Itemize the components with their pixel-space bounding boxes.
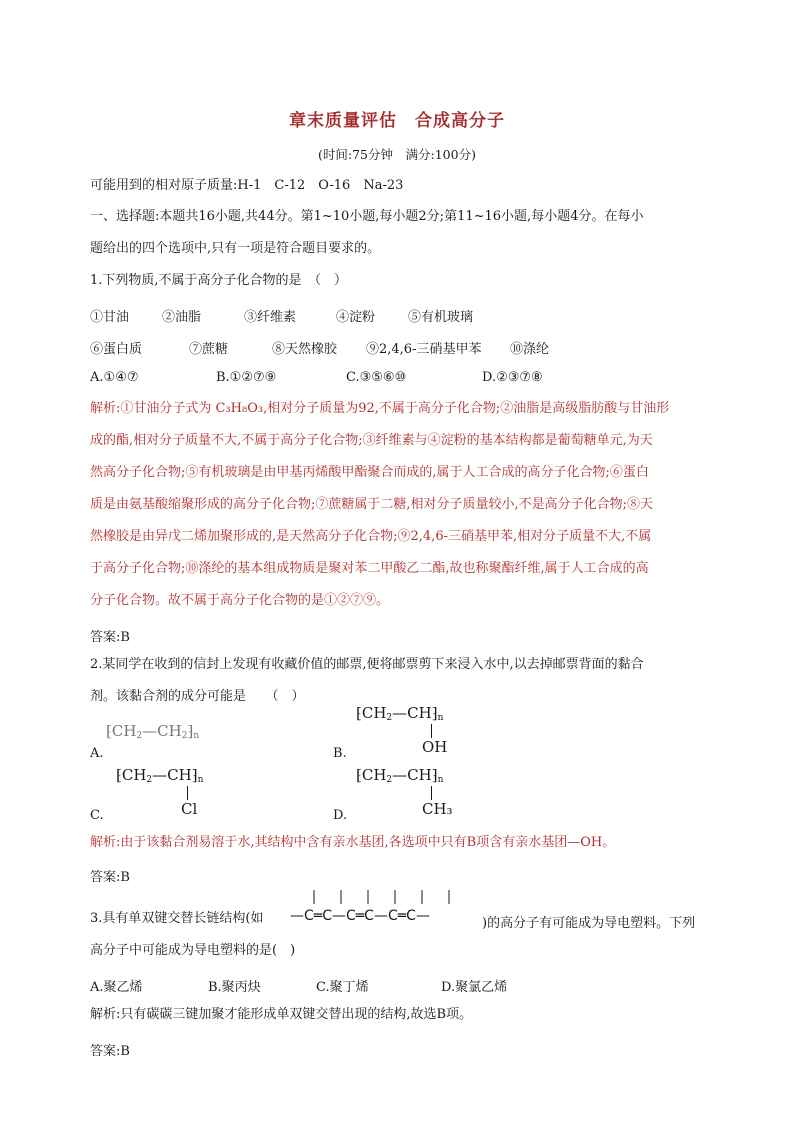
q2-option-d: D.	[333, 808, 348, 823]
q3-stem-post: )的高分子有可能成为导电塑料。下列	[482, 916, 696, 931]
q1-analysis-line: 分子化合物。故不属于高分子化合物的是①②⑦⑨。	[90, 593, 390, 608]
q3-option-b: B.聚丙炔	[208, 980, 261, 995]
q1-item: ⑩涤纶	[510, 342, 550, 357]
q1-option-d: D.②③⑦⑧	[482, 370, 543, 385]
q1-item: ②油脂	[162, 310, 202, 325]
q1-analysis-line: 成的酯,相对分子质量不大,不属于高分子化合物;③纤维素与④淀粉的基本结构都是葡萄糖单元,为天	[90, 433, 653, 448]
q1-option-a: A.①④⑦	[90, 370, 139, 385]
bond-line	[187, 786, 188, 800]
structure-polypropylene: $⁅CH_2—CH⁆_n$	[356, 766, 444, 785]
section-intro-line-2: 题给出的四个选项中,只有一项是符合题目要求的。	[90, 241, 381, 256]
q1-option-b: B.①②⑦⑨	[216, 370, 277, 385]
q3-option-a: A.聚乙烯	[90, 980, 143, 995]
conjugated-chain-structure	[290, 886, 480, 926]
q3-analysis: 解析:只有碳碳三键加聚才能形成单双键交替出现的结构,故选B项。	[90, 1007, 473, 1022]
q1-analysis-line: 然高分子化合物;⑤有机玻璃是由甲基丙烯酸甲酯聚合而成的,属于人工合成的高分子化合物;⑥蛋白	[90, 465, 649, 480]
q2-stem-line-2: 剂。该黏合剂的成分可能是 （ ）	[90, 689, 305, 704]
q1-option-c: C.③⑤⑥⑩	[346, 370, 407, 385]
q1-analysis-line: 然橡胶是由异戊二烯加聚形成的,是天然高分子化合物;⑨2,4,6-三硝基甲苯,相对分子质量不大,不属	[90, 529, 652, 544]
q3-answer: 答案:B	[90, 1044, 130, 1059]
q1-item: ⑧天然橡胶	[272, 342, 338, 357]
structure-polyvinyl-alcohol: $⁅CH_2—CH⁆_n$	[356, 704, 444, 723]
page-subtitle: (时间:75分钟 满分:100分)	[318, 147, 476, 162]
q3-option-d: D.聚氯乙烯	[441, 980, 508, 995]
section-intro-line-1: 一、选择题:本题共16小题,共44分。第1~10小题,每小题2分;第11~16小题,每小题4分。在每小	[90, 209, 644, 224]
q3-option-c: C.聚丁烯	[316, 980, 369, 995]
structure-polyethylene: $⁅CH_2—CH_2⁆_n$	[106, 722, 200, 741]
q2-stem-line-1: 2.某同学在收到的信封上发现有收藏价值的邮票,便将邮票剪下来浸入水中,以去掉邮票背面的黏合	[90, 657, 644, 672]
substituent-cl: Cl	[181, 800, 198, 818]
q2-option-c: C.	[90, 808, 104, 823]
substituent-oh: OH	[422, 738, 448, 756]
atomic-mass-line: 可能用到的相对原子质量:H-1 C-12 O-16 Na-23	[90, 178, 404, 193]
q2-answer: 答案:B	[90, 870, 130, 885]
bond-line	[431, 786, 432, 800]
q2-option-a: A.	[90, 746, 104, 761]
q1-item: ③纤维素	[244, 310, 297, 325]
q3-stem-line-2: 高分子中可能成为导电塑料的是( )	[90, 943, 296, 958]
q1-item: ④淀粉	[336, 310, 376, 325]
page-title: 章末质量评估 合成高分子	[289, 111, 505, 131]
q2-option-b: B.	[333, 746, 347, 761]
q1-item: ⑨2,4,6-三硝基甲苯	[366, 342, 482, 357]
bond-line	[431, 724, 432, 738]
structure-polyvinyl-chloride: $⁅CH_2—CH⁆_n$	[116, 766, 204, 785]
chain-formula: —C═C—C═C—C═C—	[290, 908, 430, 924]
q1-item: ⑥蛋白质	[90, 342, 143, 357]
q1-analysis-line: 于高分子化合物;⑩涤纶的基本组成物质是聚对苯二甲酸乙二酯,故也称聚酯纤维,属于人工合成的高	[90, 561, 649, 576]
q1-analysis-line: 质是由氨基酸缩聚形成的高分子化合物;⑦蔗糖属于二糖,相对分子质量较小,不是高分子化合物;⑧天	[90, 497, 654, 512]
q1-item: ⑦蔗糖	[189, 342, 229, 357]
q1-analysis-line: 解析:①甘油分子式为 C₃H₈O₃,相对分子质量为92,不属于高分子化合物;②油脂是高级脂肪酸与甘油形	[90, 401, 670, 416]
q1-answer: 答案:B	[90, 630, 130, 645]
q1-item: ⑤有机玻璃	[408, 310, 474, 325]
substituent-ch3: CH₃	[422, 800, 453, 818]
q3-stem-pre: 3.具有单双键交替长链结构(如	[90, 911, 264, 926]
q1-stem: 1.下列物质,不属于高分子化合物的是 （ ）	[90, 273, 348, 288]
q1-item: ①甘油	[90, 310, 130, 325]
q2-analysis: 解析:由于该黏合剂易溶于水,其结构中含有亲水基团,各选项中只有B项含有亲水基团—OH。	[90, 835, 616, 850]
